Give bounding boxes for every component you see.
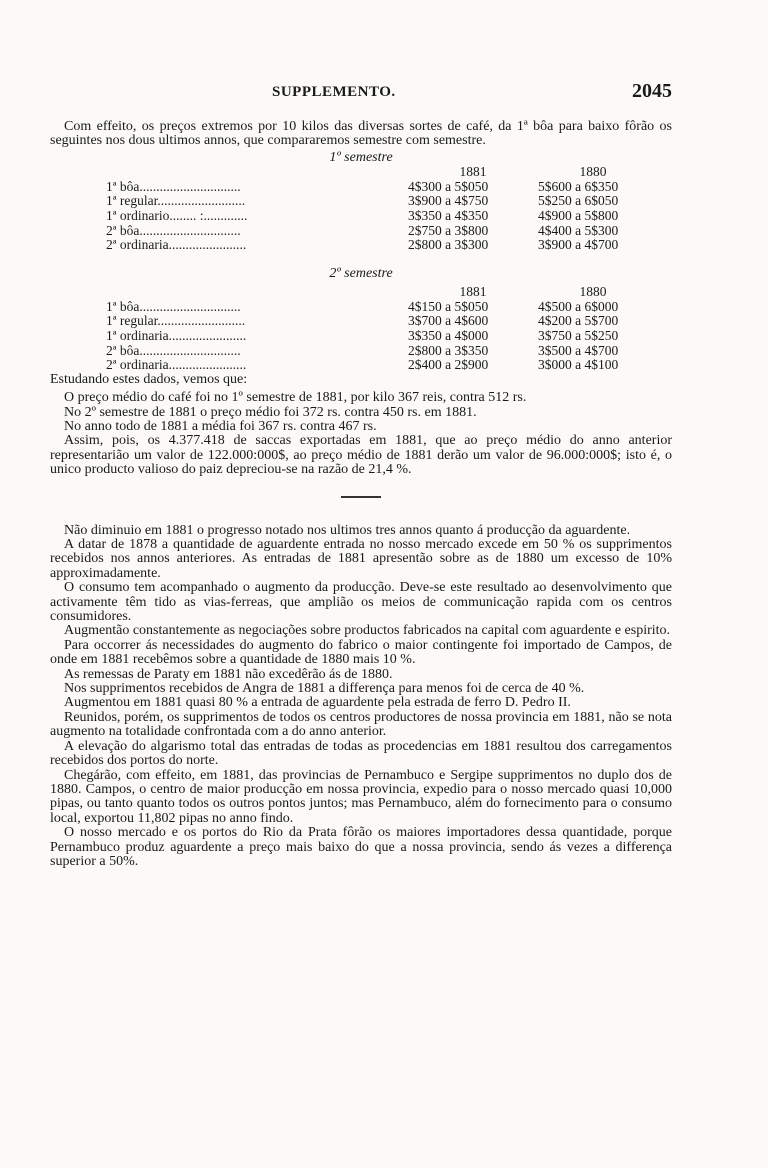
cell-1881: 3$900 a 4$750 <box>408 193 489 209</box>
paragraph: Não diminuio em 1881 o progresso notado nos ultimos tres annos quanto á producção da aguardente. <box>64 522 631 538</box>
cell-1881: 3$350 a 4$350 <box>408 208 489 223</box>
table-row <box>106 300 648 315</box>
cell-1880: 3$500 a 4$700 <box>538 342 619 358</box>
year-col-1880: 1880 <box>579 284 607 300</box>
cell-1880: 5$600 a 6$350 <box>538 178 619 194</box>
section-divider <box>341 496 381 498</box>
year-col-1881: 1881 <box>459 164 487 180</box>
paragraph-assim: Assim, pois, os 4.377.418 de saccas exportadas em 1881, que ao preço médio do anno anterior representarião um valor de 122.000:000$, ao preço médio de 1881 derão um valor de 96.000:000$; isto é, o unico producto valioso do paiz depreciou-se na razão de 21,4 %. <box>50 433 672 478</box>
year-col-1881: 1881 <box>459 284 487 300</box>
row-label: 1ª bôa.............................. <box>106 298 241 314</box>
table-row <box>106 329 648 344</box>
paragraph: Para occorrer ás necessidades do augmento do fabrico o maior contingente foi importado de Campos, de onde em 1881 recebêmos sobre a quantidade de 1880 mais 10 %. <box>50 637 672 668</box>
table-row <box>106 224 648 239</box>
table-row <box>106 314 648 329</box>
cell-1880: 4$400 a 5$300 <box>538 222 619 238</box>
price-table-semester-1 <box>106 165 648 253</box>
cell-1881: 4$150 a 5$050 <box>408 298 489 314</box>
year-col-1880: 1880 <box>579 164 607 180</box>
paragraph: A datar de 1878 a quantidade de aguardente entrada no nosso mercado excede em 50 % os supprimentos recebidos nos annos anteriores. As entradas de 1881 apresentão sobre as de 1880 um excesso de 10% approximadamente. <box>50 537 672 581</box>
paragraph: As remessas de Paraty em 1881 não excedêrão ás de 1880. <box>64 666 393 682</box>
cell-1881: 2$800 a 3$300 <box>408 237 489 253</box>
table-row <box>106 209 648 224</box>
table-row <box>106 344 648 359</box>
row-label: 1ª ordinaria....................... <box>106 327 247 343</box>
paragraph: A elevação do algarismo total das entradas de todas as procedencias em 1881 resultou dos carregamentos recebidos dos portos do norte. <box>50 738 672 769</box>
paragraph: Nos supprimentos recebidos de Angra de 1881 a differença para menos foi de cerca de 40 %. <box>64 681 585 697</box>
row-label: 1ª regular.......................... <box>106 313 246 329</box>
table-header-row <box>106 285 648 300</box>
row-label: 2ª ordinaria....................... <box>106 357 247 373</box>
paragraph-preco-2: No 2º semestre de 1881 o preço médio foi 372 rs. contra 450 rs. em 1881. <box>64 404 477 420</box>
cell-1881: 3$700 a 4$600 <box>408 313 489 329</box>
table-row <box>106 358 648 373</box>
running-title: SUPPLEMENTO. <box>272 84 396 100</box>
table-row <box>106 238 648 253</box>
cell-1881: 2$750 a 3$800 <box>408 222 489 238</box>
row-label: 1ª regular.......................... <box>106 193 246 209</box>
cell-1881: 2$400 a 2$900 <box>408 357 489 373</box>
page-body <box>50 120 672 869</box>
row-label: 2ª ordinaria....................... <box>106 237 247 253</box>
paragraph-estudando: Estudando estes dados, vemos que: <box>50 371 248 387</box>
paragraph-preco-1: O preço médio do café foi no 1º semestre de 1881, por kilo 367 reis, contra 512 rs. <box>64 390 527 406</box>
cell-1880: 5$250 a 6$050 <box>538 193 619 209</box>
row-label: 1ª bôa.............................. <box>106 178 241 194</box>
intro-paragraph: Com effeito, os preços extremos por 10 kilos das diversas sortes de café, da 1ª bôa para baixo fôrão os seguintes nos dous ultimos annos, que compararemos semestre com semestre. <box>50 119 672 149</box>
table-header-row <box>106 165 648 180</box>
table2-heading: 2º semestre <box>329 265 393 281</box>
page-header <box>272 80 672 106</box>
paragraph: O consumo tem acompanhado o augmento da producção. Deve-se este resultado ao desenvolvimento que activamente têm tido as vias-ferreas, que amplião os meios de communicação rapida com os centros consumidores. <box>50 580 672 625</box>
row-label: 1ª ordinario........ :............. <box>106 208 248 223</box>
paragraph: Reunidos, porém, os supprimentos de todos os centros productores de nossa provincia em 1881, não se nota augmento na totalidade confrontada com a do anno anterior. <box>50 709 672 740</box>
table1-heading: 1º semestre <box>329 149 393 165</box>
page-number: 2045 <box>632 80 672 102</box>
table-row <box>106 194 648 209</box>
cell-1880: 4$200 a 5$700 <box>538 313 619 329</box>
paragraph: Chegárão, com effeito, em 1881, das provincias de Pernambuco e Sergipe supprimentos no duplo dos de 1880. Campos, o centro de maior producção em nossa provincia, expedio para o nosso mercado quasi 10,000 pipas, ou tanto quanto todos os outros pontos juntos; mas Pernambuco, além do fornecimento para o consumo local, exportou 11,802 pipas no anno findo. <box>50 767 672 826</box>
table-row <box>106 180 648 195</box>
paragraph: Augmentou em 1881 quasi 80 % a entrada de aguardente pela estrada de ferro D. Pedro II. <box>64 695 571 711</box>
cell-1880: 3$900 a 4$700 <box>538 237 619 253</box>
paragraph: O nosso mercado e os portos do Rio da Prata fôrão os maiores importadores dessa quantidade, porque Pernambuco produz aguardente a preço mais baixo do que a nossa provincia, sendo ás vezes a differença superior a 50%. <box>50 825 672 869</box>
cell-1880: 3$750 a 5$250 <box>538 327 619 343</box>
cell-1880: 3$000 a 4$100 <box>538 357 619 373</box>
cell-1881: 2$800 a 3$350 <box>408 342 489 358</box>
cell-1881: 4$300 a 5$050 <box>408 178 489 194</box>
cell-1880: 4$900 a 5$800 <box>538 208 619 223</box>
cell-1881: 3$350 a 4$000 <box>408 327 489 343</box>
paragraph: Augmentão constantemente as negociações sobre productos fabricados na capital com aguardente e espirito. <box>64 623 671 639</box>
price-table-semester-2 <box>106 285 648 373</box>
row-label: 2ª bôa.............................. <box>106 222 241 238</box>
paragraph-preco-3: No anno todo de 1881 a média foi 367 rs. contra 467 rs. <box>64 418 377 434</box>
row-label: 2ª bôa.............................. <box>106 342 241 358</box>
cell-1880: 4$500 a 6$000 <box>538 298 619 314</box>
